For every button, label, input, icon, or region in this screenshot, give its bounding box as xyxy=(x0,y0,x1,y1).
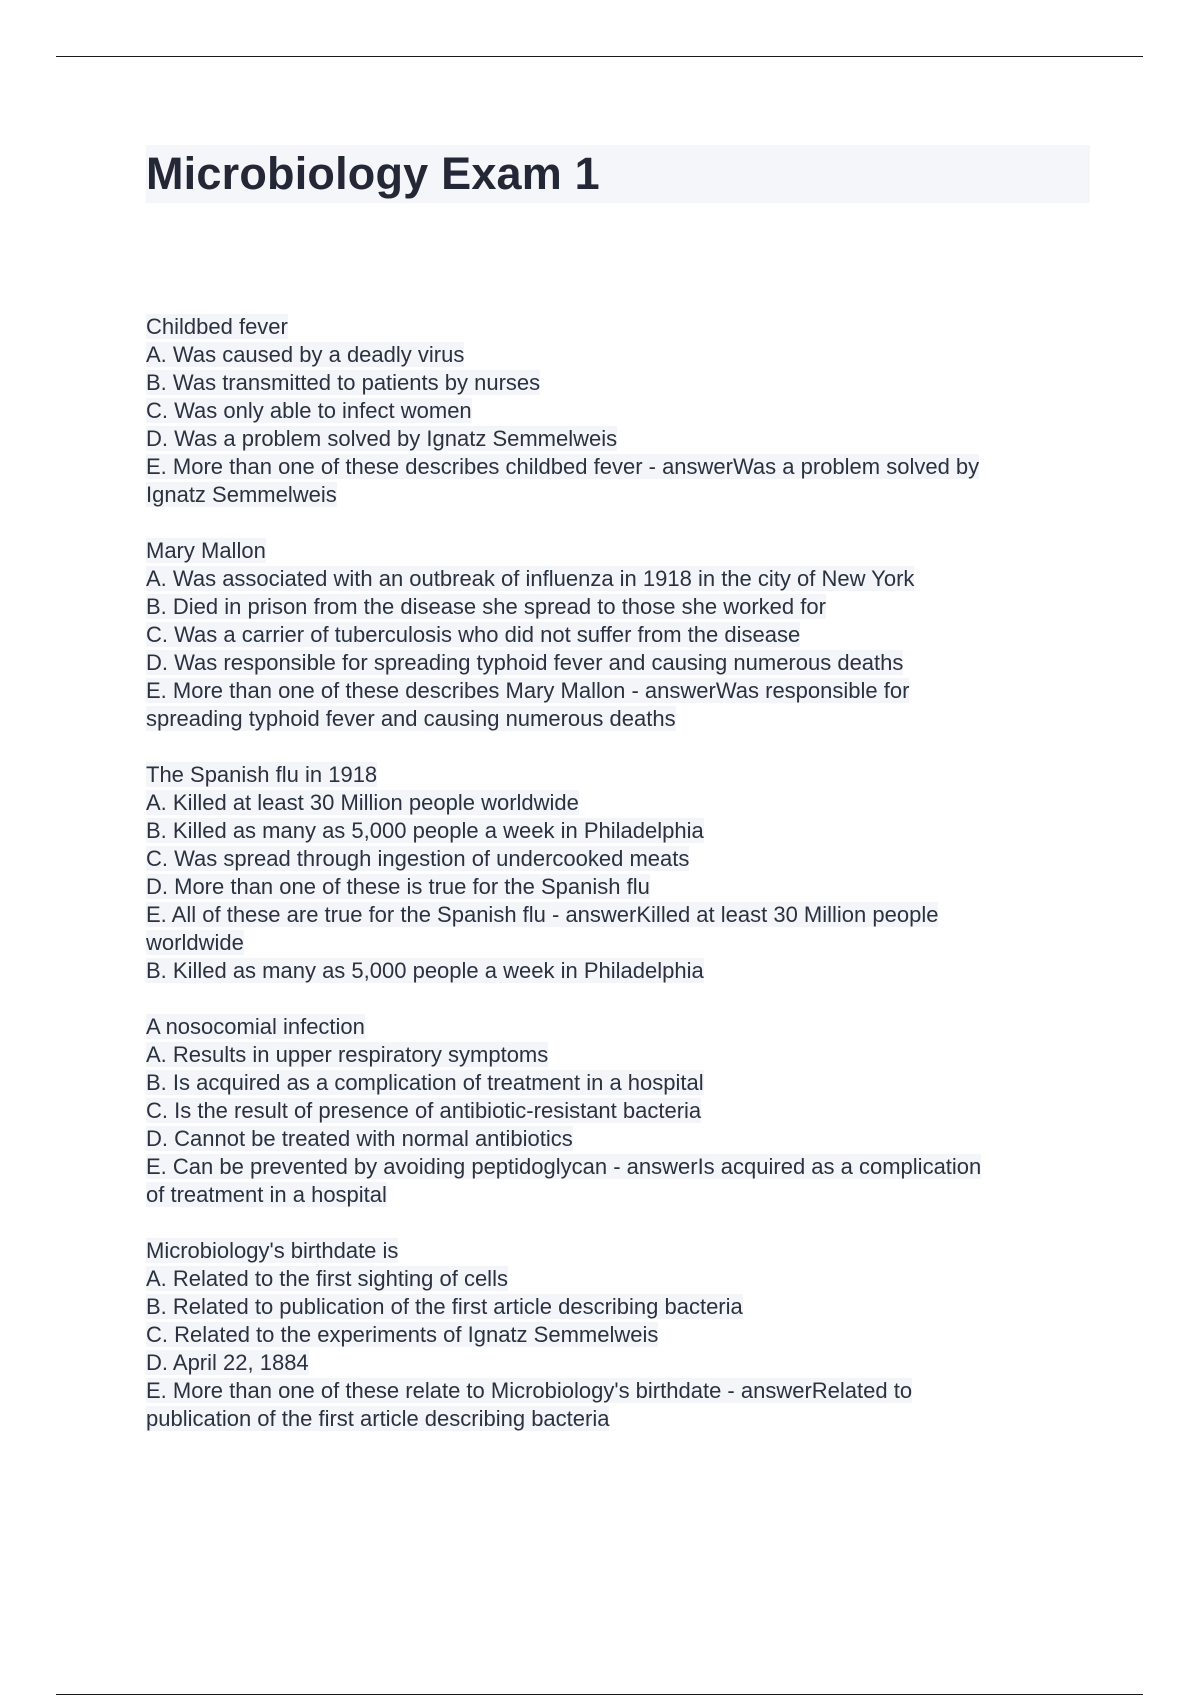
question-line: Microbiology's birthdate is xyxy=(146,1238,399,1263)
question-block xyxy=(146,761,1106,985)
question-line: spreading typhoid fever and causing numerous deaths xyxy=(146,706,676,731)
question-line: B. Killed as many as 5,000 people a week in Philadelphia xyxy=(146,958,704,983)
question-line: A. Results in upper respiratory symptoms xyxy=(146,1042,549,1067)
question-line: Childbed fever xyxy=(146,314,288,339)
question-line: A. Related to the first sighting of cells xyxy=(146,1266,508,1291)
question-line: B. Killed as many as 5,000 people a week in Philadelphia xyxy=(146,818,704,843)
question-block xyxy=(146,1013,1106,1209)
question-line: Mary Mallon xyxy=(146,538,266,563)
question-line: B. Died in prison from the disease she spread to those she worked for xyxy=(146,594,826,619)
question-line: E. More than one of these relate to Microbiology's birthdate - answerRelated to xyxy=(146,1378,913,1403)
question-line: B. Is acquired as a complication of treatment in a hospital xyxy=(146,1070,704,1095)
question-line: A. Was caused by a deadly virus xyxy=(146,342,465,367)
bottom-rule xyxy=(56,1694,1143,1695)
question-line: E. More than one of these describes Mary Mallon - answerWas responsible for xyxy=(146,678,910,703)
question-line: The Spanish flu in 1918 xyxy=(146,762,378,787)
page-title: Microbiology Exam 1 xyxy=(146,148,600,199)
question-line: B. Was transmitted to patients by nurses xyxy=(146,370,541,395)
question-line: D. Was responsible for spreading typhoid fever and causing numerous deaths xyxy=(146,650,904,675)
question-block xyxy=(146,537,1106,733)
question-line: E. All of these are true for the Spanish flu - answerKilled at least 30 Million people xyxy=(146,902,939,927)
question-line: of treatment in a hospital xyxy=(146,1182,387,1207)
question-line: C. Was spread through ingestion of undercooked meats xyxy=(146,846,690,871)
question-line: A. Killed at least 30 Million people worldwide xyxy=(146,790,579,815)
question-line: C. Was a carrier of tuberculosis who did not suffer from the disease xyxy=(146,622,801,647)
question-line: A. Was associated with an outbreak of influenza in 1918 in the city of New York xyxy=(146,566,915,591)
title-banner xyxy=(146,145,1090,203)
question-line: D. Was a problem solved by Ignatz Semmelweis xyxy=(146,426,618,451)
question-list xyxy=(146,313,1106,1461)
question-line: D. April 22, 1884 xyxy=(146,1350,309,1375)
question-line: E. Can be prevented by avoiding peptidoglycan - answerIs acquired as a complication xyxy=(146,1154,982,1179)
question-line: Ignatz Semmelweis xyxy=(146,482,337,507)
question-line: C. Related to the experiments of Ignatz Semmelweis xyxy=(146,1322,659,1347)
question-line: C. Is the result of presence of antibiotic-resistant bacteria xyxy=(146,1098,702,1123)
question-line: A nosocomial infection xyxy=(146,1014,365,1039)
question-block xyxy=(146,313,1106,509)
question-line: E. More than one of these describes childbed fever - answerWas a problem solved by xyxy=(146,454,980,479)
question-line: publication of the first article describing bacteria xyxy=(146,1406,610,1431)
question-line: D. More than one of these is true for the Spanish flu xyxy=(146,874,650,899)
top-rule xyxy=(56,56,1143,57)
question-line: D. Cannot be treated with normal antibiotics xyxy=(146,1126,573,1151)
question-line: B. Related to publication of the first article describing bacteria xyxy=(146,1294,743,1319)
question-line: C. Was only able to infect women xyxy=(146,398,472,423)
question-block xyxy=(146,1237,1106,1433)
question-line: worldwide xyxy=(146,930,244,955)
